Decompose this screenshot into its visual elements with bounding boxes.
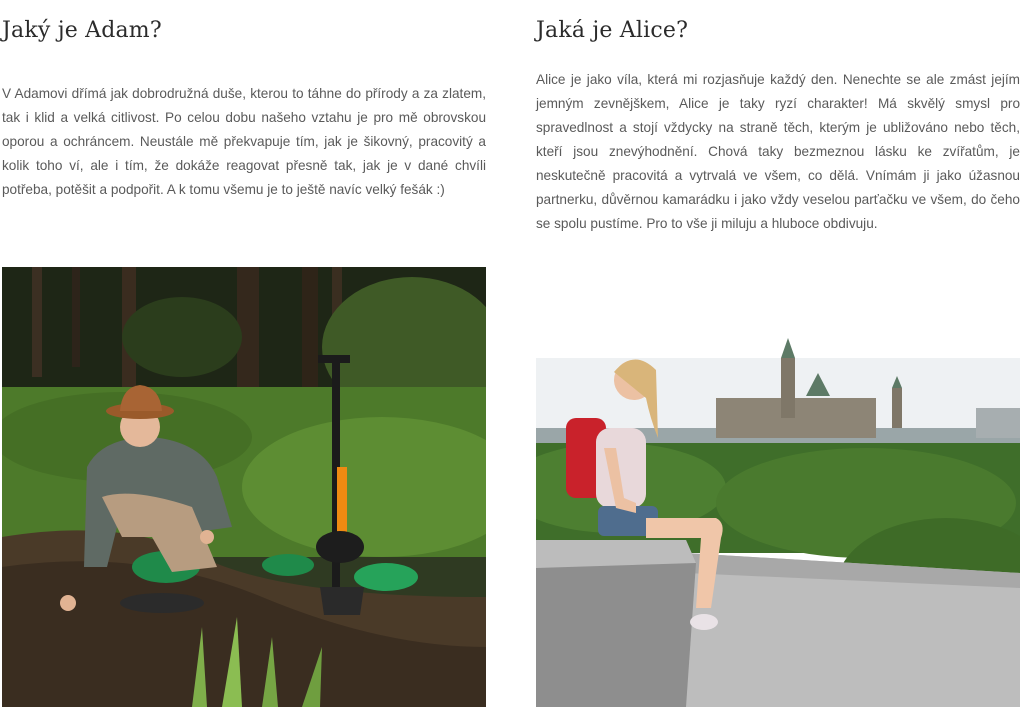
- alice-photo: [536, 318, 1020, 707]
- alice-description: Alice je jako víla, která mi rozjasňuje každý den. Nenechte se ale zmást jejím jemným zevnějškem, Alice je taky ryzí charakter! Má skvělý smysl pro spravedlnost a stojí vždycky na straně těch, kterým je ubližováno nebo těch, kteří jsou znevýhodnění. Chová taky bezmeznou lásku ke zvířatům, je neskutečně pracovitá a vytrvalá ve všem, co dělá. Vnímám ji jako úžasnou partnerku, důvěrnou kamarádku i jako vždy veselou parťačku ve všem, do čeho se spolu pustíme. Pro to vše ji miluju a hluboce obdivuju.: [536, 72, 1020, 231]
- alice-heading: Jaká je Alice?: [536, 18, 689, 43]
- adam-photo: [2, 267, 486, 707]
- adam-description: V Adamovi dřímá jak dobrodružná duše, kterou to táhne do přírody a za zlatem, tak i klid a velká citlivost. Po celou dobu našeho vztahu je pro mě obrovskou oporou a ochráncem. Neustále mě překvapuje tím, jak je šikovný, pracovitý a kolik toho ví, ale i tím, že dokáže reagovat přesně tak, jak je v dané chvíli potřeba, potěšit a podpořit. A k tomu všemu je to ještě navíc velký fešák :): [2, 86, 486, 197]
- adam-heading: Jaký je Adam?: [2, 18, 162, 43]
